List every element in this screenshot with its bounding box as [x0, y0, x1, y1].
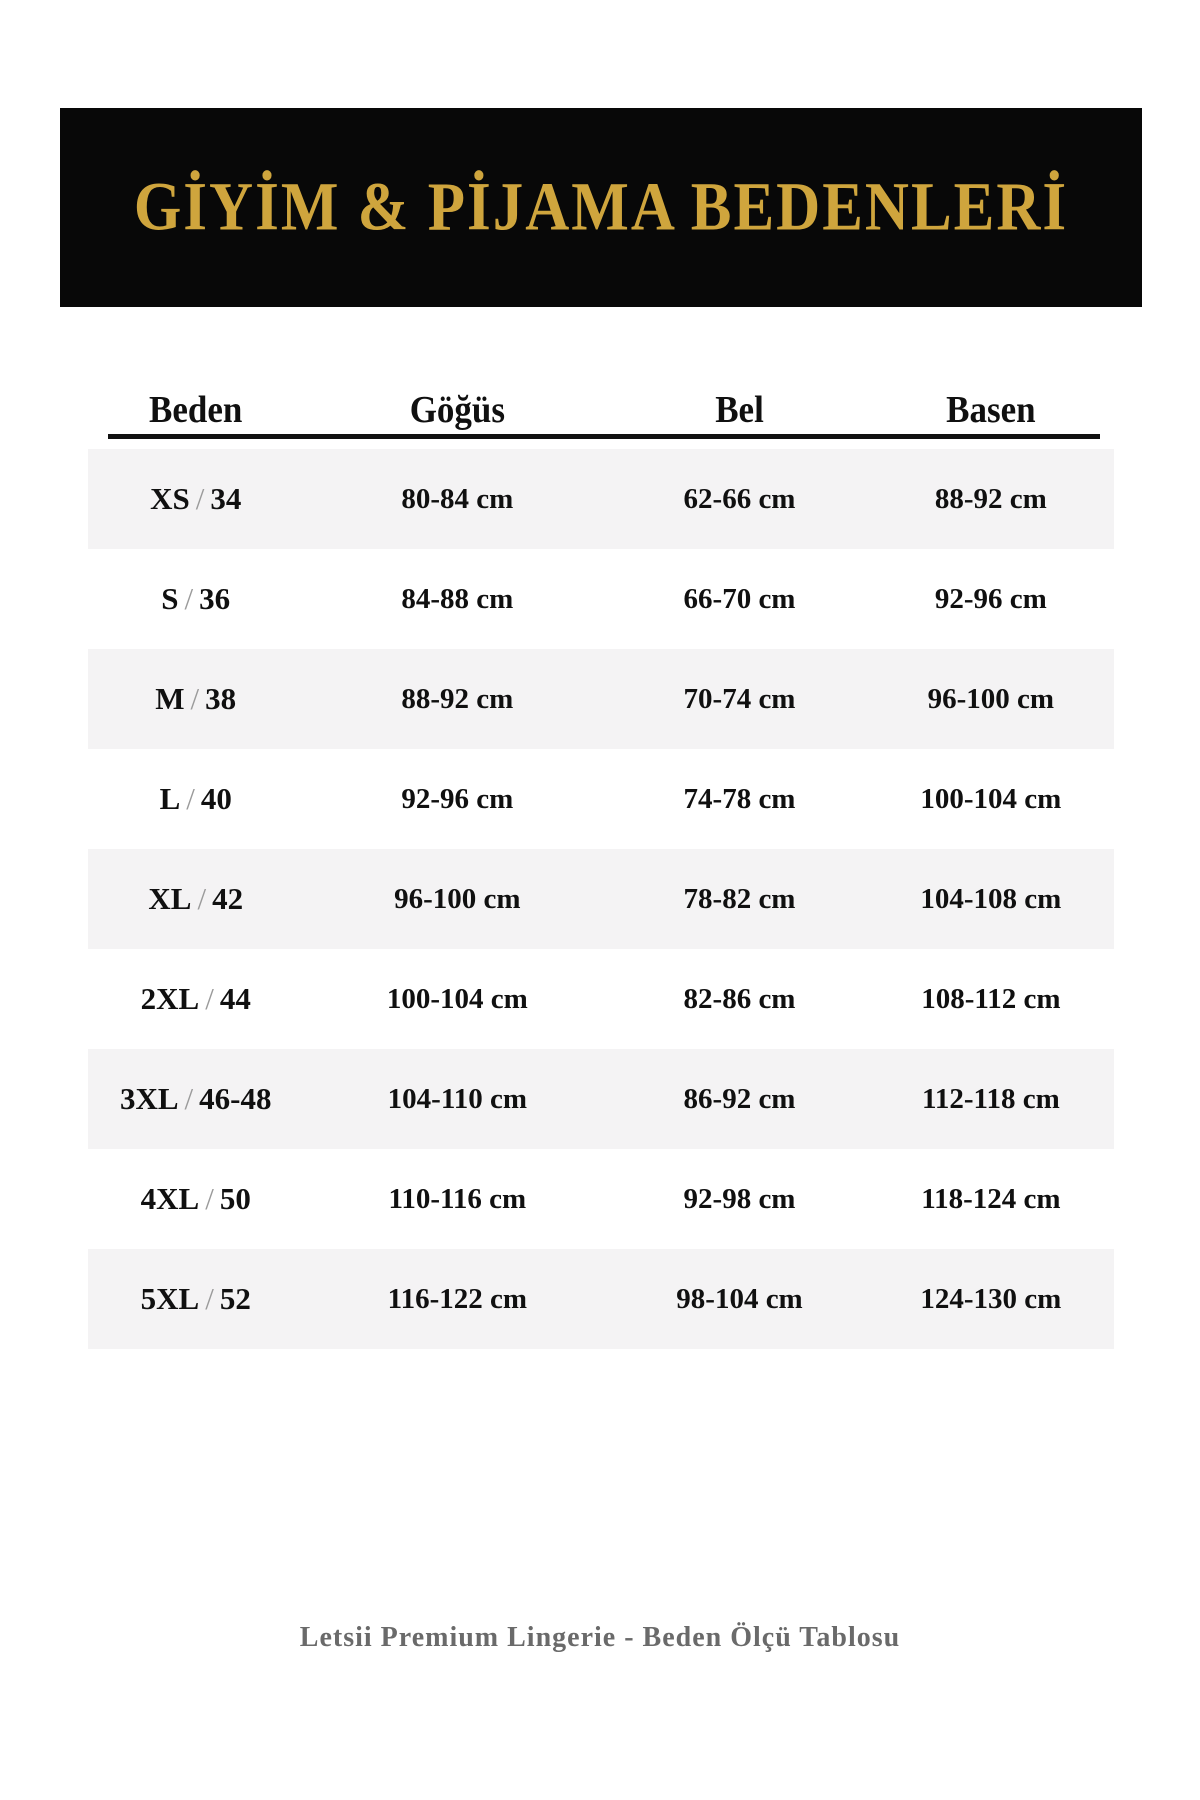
page-title: GİYİM & PİJAMA BEDENLERİ — [133, 169, 1069, 245]
size-label — [88, 481, 303, 517]
table-row — [88, 549, 1114, 649]
table-row — [88, 1249, 1114, 1349]
basen-value: 108-112 cm — [921, 982, 1061, 1015]
basen-value: 92-96 cm — [934, 582, 1047, 615]
table-row — [88, 949, 1114, 1049]
size-eu-number: 40 — [200, 781, 232, 816]
gogus-value: 100-104 cm — [386, 982, 528, 1015]
size-code: XL — [148, 881, 192, 916]
size-code: 5XL — [140, 1281, 200, 1316]
basen-value: 118-124 cm — [921, 1182, 1061, 1215]
table-row — [88, 749, 1114, 849]
size-separator: / — [195, 481, 205, 516]
size-eu-number: 52 — [219, 1281, 251, 1316]
table-row — [88, 449, 1114, 549]
gogus-value: 80-84 cm — [401, 482, 514, 515]
header-divider — [108, 434, 1100, 439]
size-eu-number: 46-48 — [199, 1081, 272, 1116]
size-label — [88, 1081, 303, 1117]
bel-value: 82-86 cm — [683, 982, 796, 1015]
size-separator: / — [184, 581, 194, 616]
size-separator: / — [197, 881, 207, 916]
size-code: 2XL — [140, 981, 200, 1016]
bel-value: 62-66 cm — [683, 482, 796, 515]
bel-value: 78-82 cm — [683, 882, 796, 915]
size-code: S — [161, 581, 179, 616]
size-label — [88, 881, 303, 917]
bel-value: 86-92 cm — [683, 1082, 796, 1115]
column-header-beden: Beden — [149, 388, 243, 431]
size-eu-number: 36 — [199, 581, 231, 616]
gogus-value: 116-122 cm — [387, 1282, 528, 1315]
basen-value: 104-108 cm — [920, 882, 1062, 915]
column-header-basen: Basen — [946, 388, 1036, 431]
table-row — [88, 1149, 1114, 1249]
basen-value: 100-104 cm — [920, 782, 1062, 815]
bel-value: 74-78 cm — [683, 782, 796, 815]
size-separator: / — [205, 1181, 214, 1216]
title-banner — [60, 108, 1142, 307]
size-eu-number: 42 — [212, 881, 244, 916]
size-label — [88, 981, 303, 1017]
basen-value: 96-100 cm — [927, 682, 1055, 715]
size-label — [88, 681, 303, 717]
size-label — [88, 1281, 303, 1317]
size-separator: / — [205, 981, 214, 1016]
size-table — [88, 388, 1114, 1349]
basen-value: 124-130 cm — [920, 1282, 1062, 1315]
table-row — [88, 649, 1114, 749]
size-eu-number: 44 — [219, 981, 251, 1016]
bel-value: 92-98 cm — [683, 1182, 796, 1215]
bel-value: 70-74 cm — [683, 682, 796, 715]
gogus-value: 92-96 cm — [401, 782, 514, 815]
size-eu-number: 34 — [210, 481, 242, 516]
column-header-bel: Bel — [715, 388, 764, 431]
basen-value: 112-118 cm — [921, 1082, 1060, 1115]
size-code: XS — [150, 481, 190, 516]
size-label — [88, 581, 303, 617]
table-row — [88, 849, 1114, 949]
size-label — [88, 781, 303, 817]
table-row — [88, 1049, 1114, 1149]
gogus-value: 88-92 cm — [401, 682, 514, 715]
size-label — [88, 1181, 303, 1217]
size-code: L — [159, 781, 181, 816]
gogus-value: 96-100 cm — [394, 882, 521, 915]
size-separator: / — [186, 781, 195, 816]
gogus-value: 110-116 cm — [388, 1182, 527, 1215]
size-eu-number: 50 — [219, 1181, 251, 1216]
size-separator: / — [184, 1081, 194, 1116]
size-separator: / — [190, 681, 200, 716]
bel-value: 66-70 cm — [683, 582, 796, 615]
footer-caption: Letsii Premium Lingerie - Beden Ölçü Tablosu — [299, 1622, 901, 1653]
size-eu-number: 38 — [205, 681, 237, 716]
table-header-row — [88, 388, 1114, 432]
size-code: M — [155, 681, 185, 716]
size-code: 3XL — [119, 1081, 179, 1116]
basen-value: 88-92 cm — [934, 482, 1047, 515]
gogus-value: 84-88 cm — [401, 582, 514, 615]
column-header-gogus: Göğüs — [409, 388, 505, 431]
gogus-value: 104-110 cm — [387, 1082, 528, 1115]
table-body — [88, 449, 1114, 1349]
bel-value: 98-104 cm — [676, 1282, 803, 1315]
size-separator: / — [205, 1281, 214, 1316]
size-code: 4XL — [140, 1181, 200, 1216]
